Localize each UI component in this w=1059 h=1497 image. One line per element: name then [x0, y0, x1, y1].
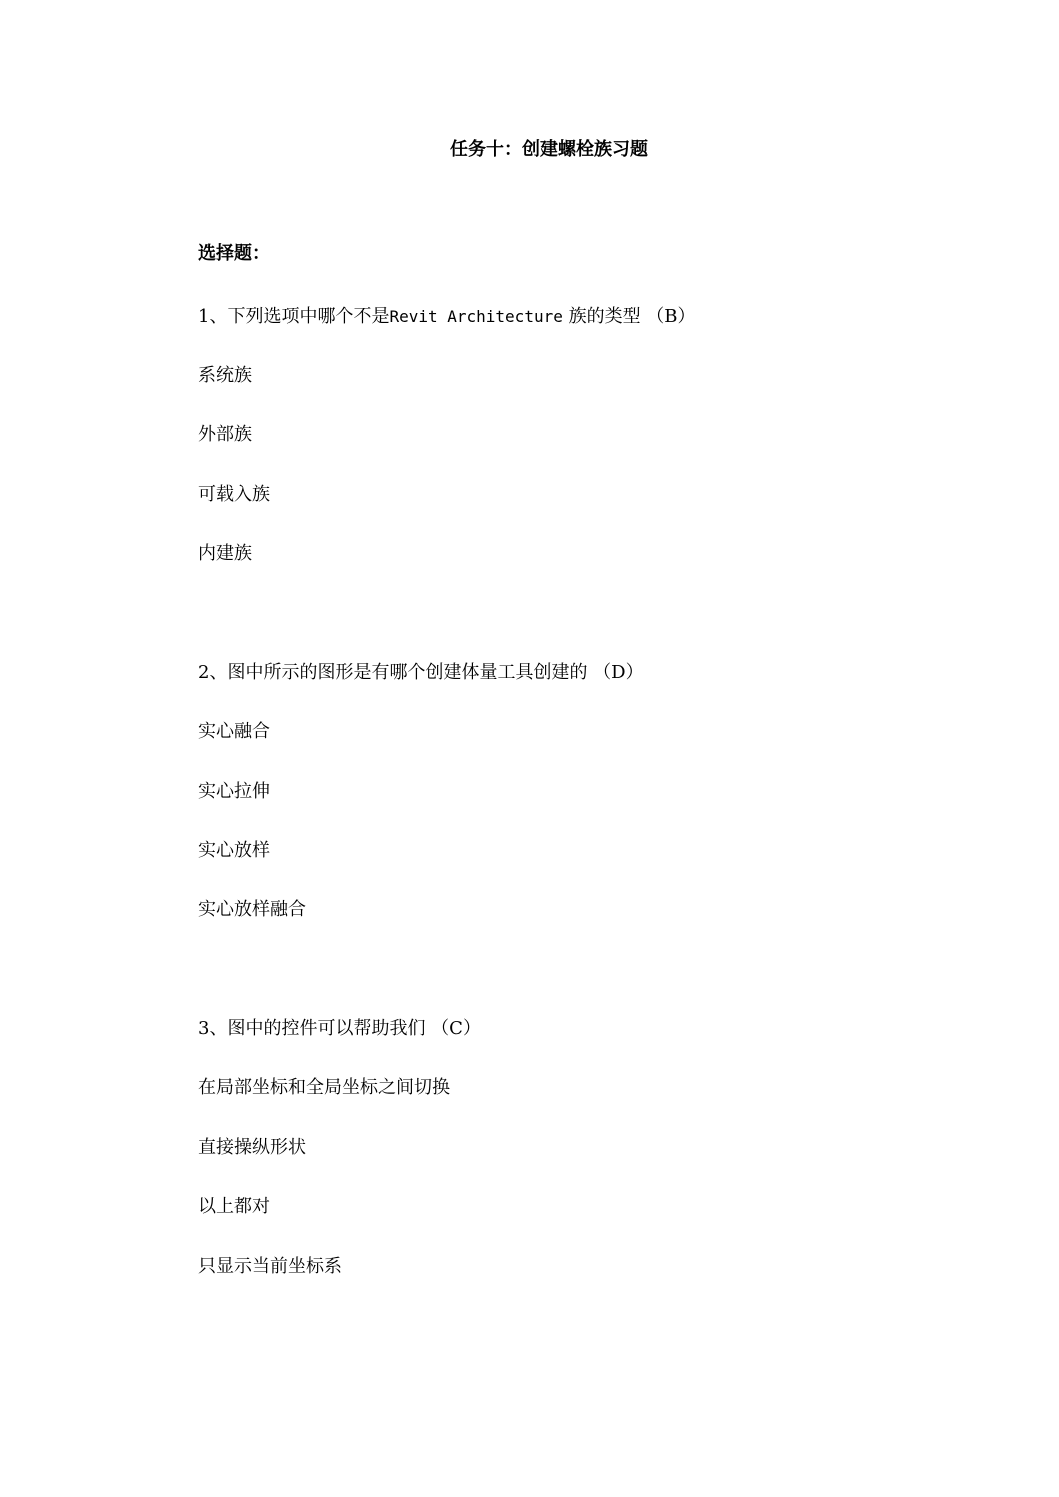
question-1-option-4: 内建族	[198, 543, 252, 564]
question-1-option-3: 可载入族	[198, 484, 270, 505]
question-3-option-2: 直接操纵形状	[198, 1137, 306, 1158]
question-3: 3、图中的控件可以帮助我们 （C）	[198, 1018, 481, 1039]
section-heading: 选择题：	[198, 243, 270, 264]
question-2: 2、图中所示的图形是有哪个创建体量工具创建的 （D）	[198, 662, 644, 683]
question-2-option-1: 实心融合	[198, 721, 270, 742]
question-1-text-before: 下列选项中哪个不是	[227, 306, 390, 327]
question-1-option-2: 外部族	[198, 424, 252, 445]
question-1-option-1: 系统族	[198, 365, 252, 386]
question-1-term: Revit Architecture	[389, 307, 563, 326]
question-3-option-4: 只显示当前坐标系	[198, 1256, 342, 1277]
question-3-option-3: 以上都对	[198, 1196, 270, 1217]
question-2-option-4: 实心放样融合	[198, 899, 306, 920]
question-3-option-1: 在局部坐标和全局坐标之间切换	[198, 1077, 450, 1098]
question-1-text-after: 族的类型 （B）	[562, 306, 696, 327]
question-1	[198, 305, 696, 329]
question-1-number: 1、	[198, 306, 228, 327]
question-2-option-3: 实心放样	[198, 840, 270, 861]
document-title: 任务十：创建螺栓族习题	[450, 139, 648, 160]
question-2-option-2: 实心拉伸	[198, 781, 270, 802]
